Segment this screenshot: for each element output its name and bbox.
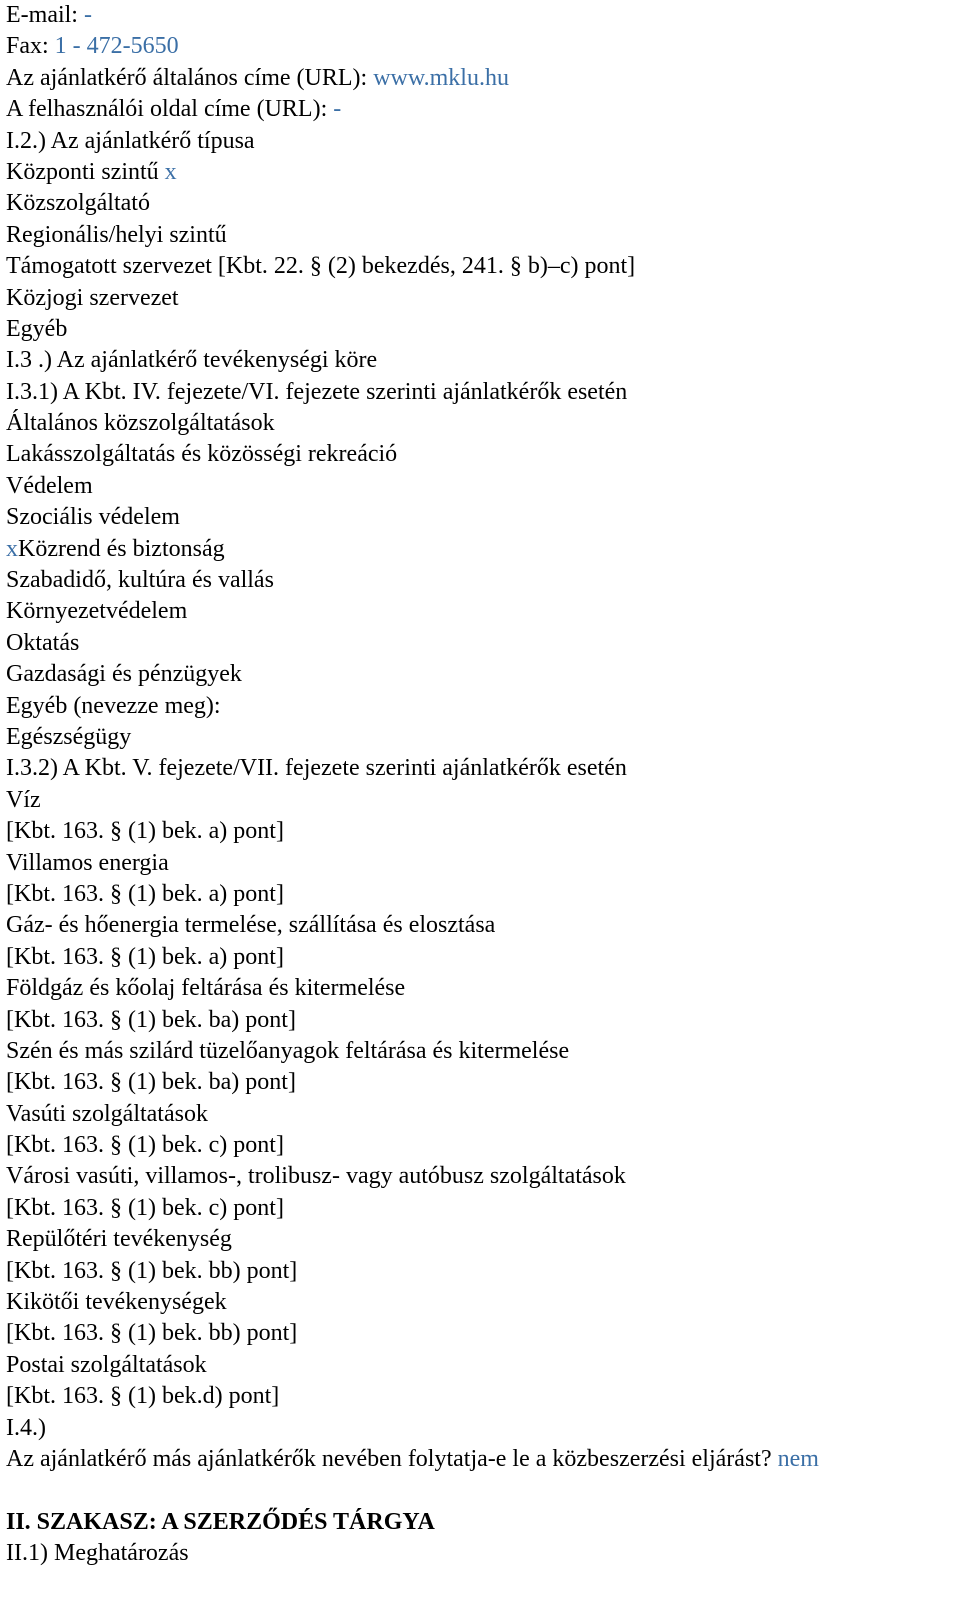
text-line bbox=[6, 628, 960, 659]
line-text: Városi vasúti, villamos-, trolibusz- vagy autóbusz szolgáltatások bbox=[6, 1163, 626, 1190]
line-text: [Kbt. 163. § (1) bek. bb) pont] bbox=[6, 1257, 298, 1284]
line-value: x bbox=[164, 158, 177, 185]
line-value: nem bbox=[777, 1445, 819, 1472]
text-line bbox=[6, 753, 960, 784]
line-text: Vasúti szolgáltatások bbox=[6, 1100, 208, 1127]
line-text: [Kbt. 163. § (1) bek. a) pont] bbox=[6, 943, 284, 970]
line-value: - bbox=[83, 2, 92, 28]
text-line bbox=[6, 471, 960, 502]
text-line bbox=[6, 1318, 960, 1349]
line-text: [Kbt. 163. § (1) bek. c) pont] bbox=[6, 1132, 284, 1159]
text-line bbox=[6, 848, 960, 879]
text-line bbox=[6, 1036, 960, 1067]
line-text: Gazdasági és pénzügyek bbox=[6, 661, 242, 688]
line-text: Támogatott szervezet [Kbt. 22. § (2) bekezdés, 241. § b)–c) pont] bbox=[6, 253, 636, 280]
line-text: Oktatás bbox=[6, 629, 80, 656]
line-text: I.2.) Az ajánlatkérő típusa bbox=[6, 127, 255, 154]
text-line bbox=[6, 1193, 960, 1224]
line-text: Földgáz és kőolaj feltárása és kitermelése bbox=[6, 975, 406, 1002]
line-value: 1 - 472-5650 bbox=[54, 33, 179, 60]
line-text: E-mail: bbox=[6, 2, 84, 28]
line-text: Kikötői tevékenységek bbox=[6, 1289, 227, 1316]
line-text: Fax: bbox=[6, 33, 55, 60]
line-text: [Kbt. 163. § (1) bek. a) pont] bbox=[6, 880, 284, 907]
text-line bbox=[6, 942, 960, 973]
text-line bbox=[6, 377, 960, 408]
line-text: Környezetvédelem bbox=[6, 598, 188, 625]
line-text: [Kbt. 163. § (1) bek. ba) pont] bbox=[6, 1006, 296, 1033]
text-line bbox=[6, 63, 960, 94]
text-line bbox=[6, 565, 960, 596]
text-line bbox=[6, 1444, 960, 1475]
text-line bbox=[6, 659, 960, 690]
text-line bbox=[6, 220, 960, 251]
line-text: Villamos energia bbox=[6, 849, 169, 876]
text-line bbox=[6, 722, 960, 753]
line-text: [Kbt. 163. § (1) bek. ba) pont] bbox=[6, 1069, 296, 1096]
line-text: I.3.1) A Kbt. IV. fejezete/VI. fejezete szerinti ajánlatkérők esetén bbox=[6, 378, 628, 405]
line-text: I.3 .) Az ajánlatkérő tevékenységi köre bbox=[6, 347, 378, 374]
text-line bbox=[6, 31, 960, 62]
text-line bbox=[6, 0, 960, 31]
line-text: Közszolgáltató bbox=[6, 190, 150, 217]
text-line bbox=[6, 1067, 960, 1098]
text-line bbox=[6, 1350, 960, 1381]
line-text: I.3.2) A Kbt. V. fejezete/VII. fejezete szerinti ajánlatkérők esetén bbox=[6, 755, 627, 782]
text-line bbox=[6, 973, 960, 1004]
line-text: xKözrend és biztonság bbox=[6, 535, 225, 562]
line-text: Lakásszolgáltatás és közösségi rekreáció bbox=[6, 441, 398, 468]
text-line bbox=[6, 283, 960, 314]
text-line bbox=[6, 502, 960, 533]
text-line bbox=[6, 1287, 960, 1318]
text-line bbox=[6, 251, 960, 282]
line-text: Védelem bbox=[6, 472, 93, 499]
line-text: A felhasználói oldal címe (URL): bbox=[6, 96, 334, 123]
line-text: Egészségügy bbox=[6, 723, 132, 750]
text-line bbox=[6, 816, 960, 847]
text-line bbox=[6, 910, 960, 941]
line-value: - bbox=[333, 96, 342, 123]
text-line bbox=[6, 534, 960, 565]
line-value: www.mklu.hu bbox=[373, 64, 509, 91]
text-line bbox=[6, 126, 960, 157]
line-text: Víz bbox=[6, 786, 41, 813]
text-line bbox=[6, 439, 960, 470]
text-line bbox=[6, 94, 960, 125]
line-text: [Kbt. 163. § (1) bek. a) pont] bbox=[6, 818, 284, 845]
line-text: [Kbt. 163. § (1) bek. c) pont] bbox=[6, 1194, 284, 1221]
line-text: Egyéb (nevezze meg): bbox=[6, 692, 221, 719]
text-line bbox=[6, 188, 960, 219]
line-text: Postai szolgáltatások bbox=[6, 1351, 207, 1378]
line-text: Általános közszolgáltatások bbox=[6, 410, 275, 437]
text-line bbox=[6, 157, 960, 188]
text-line bbox=[6, 1130, 960, 1161]
section-heading: II. SZAKASZ: A SZERZŐDÉS TÁRGYA bbox=[6, 1508, 435, 1535]
line-text: Szén és más szilárd tüzelőanyagok feltárása és kitermelése bbox=[6, 1037, 570, 1064]
line-text: Egyéb bbox=[6, 315, 68, 342]
line-text: Regionális/helyi szintű bbox=[6, 221, 227, 248]
line-text: [Kbt. 163. § (1) bek. bb) pont] bbox=[6, 1320, 298, 1347]
line-text: Szociális védelem bbox=[6, 504, 180, 531]
text-line bbox=[6, 1381, 960, 1412]
text-line bbox=[6, 1256, 960, 1287]
line-text: [Kbt. 163. § (1) bek.d) pont] bbox=[6, 1383, 280, 1410]
text-line bbox=[6, 1005, 960, 1036]
line-text: Az ajánlatkérő általános címe (URL): bbox=[6, 64, 374, 91]
text-line bbox=[6, 408, 960, 439]
line-text: Közjogi szervezet bbox=[6, 284, 179, 311]
line-text: Szabadidő, kultúra és vallás bbox=[6, 567, 274, 594]
text-line bbox=[6, 1224, 960, 1255]
text-line bbox=[6, 314, 960, 345]
subsection-line: II.1) Meghatározás bbox=[6, 1540, 189, 1567]
line-text: I.4.) bbox=[6, 1414, 46, 1441]
document-lines bbox=[6, 0, 960, 1475]
text-line bbox=[6, 785, 960, 816]
blank-line bbox=[6, 1475, 960, 1506]
text-line bbox=[6, 691, 960, 722]
line-text: Az ajánlatkérő más ajánlatkérők nevében folytatja-e le a közbeszerzési eljárást? bbox=[6, 1445, 778, 1472]
text-line bbox=[6, 345, 960, 376]
text-line bbox=[6, 879, 960, 910]
line-text: Központi szintű bbox=[6, 158, 165, 185]
line-text: Repülőtéri tevékenység bbox=[6, 1226, 232, 1253]
line-text: Gáz- és hőenergia termelése, szállítása és elosztása bbox=[6, 912, 496, 939]
text-line bbox=[6, 1099, 960, 1130]
text-line bbox=[6, 1161, 960, 1192]
text-line bbox=[6, 596, 960, 627]
text-line bbox=[6, 1413, 960, 1444]
